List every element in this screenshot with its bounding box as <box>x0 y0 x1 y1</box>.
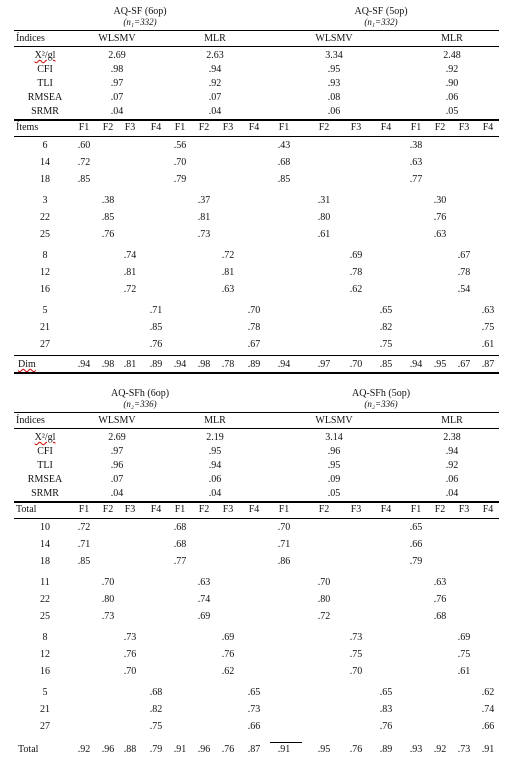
factor-loading: .80 <box>317 594 331 605</box>
factor-loading: .76 <box>149 339 163 350</box>
factor-loading: .67 <box>457 250 471 261</box>
factor-loading: .43 <box>277 140 291 151</box>
table-sample-size: (n₁=332) <box>364 17 398 27</box>
item-number: 25 <box>40 229 50 240</box>
factor-loading: .80 <box>101 594 115 605</box>
factor-loading: .85 <box>77 556 91 567</box>
dim-value: .78 <box>221 359 235 370</box>
dim-value: .98 <box>197 359 211 370</box>
total-value: .96 <box>101 744 115 755</box>
item-number: 21 <box>40 322 50 333</box>
item-number: 27 <box>40 721 50 732</box>
factor-header: F3 <box>458 504 470 515</box>
factor-loading: .72 <box>123 284 137 295</box>
factor-loading: .75 <box>349 649 363 660</box>
total-value: .79 <box>149 744 163 755</box>
factor-loading: .66 <box>409 539 423 550</box>
factor-loading: .73 <box>101 611 115 622</box>
factor-loading: .85 <box>149 322 163 333</box>
factor-loading: .74 <box>481 704 495 715</box>
fit-index-label: RMSEA <box>27 474 63 485</box>
factor-loading: .38 <box>409 140 423 151</box>
factor-loading: .63 <box>409 157 423 168</box>
table-top-rule <box>14 412 499 413</box>
items-header: Total <box>16 504 37 515</box>
method-header: MLR <box>441 415 463 426</box>
dim-value: .94 <box>409 359 423 370</box>
factor-loading: .73 <box>123 632 137 643</box>
factor-loading: .85 <box>101 212 115 223</box>
factor-loading: .62 <box>349 284 363 295</box>
fit-index-value: .04 <box>208 488 222 499</box>
table-top-rule <box>14 30 499 31</box>
dim-value: .81 <box>123 359 137 370</box>
table-title: AQ-SFh (6op) <box>110 388 170 399</box>
factor-loading: .70 <box>123 666 137 677</box>
factor-loading: .56 <box>173 140 187 151</box>
factor-loading: .74 <box>123 250 137 261</box>
factor-loading: .81 <box>221 267 235 278</box>
dim-value: .98 <box>101 359 115 370</box>
fit-index-value: .97 <box>110 446 124 457</box>
fit-index-label: TLI <box>37 78 53 89</box>
factor-loading: .60 <box>77 140 91 151</box>
fit-index-label: RMSEA <box>27 92 63 103</box>
fit-index-value: .96 <box>327 446 341 457</box>
factor-loading: .70 <box>349 666 363 677</box>
factor-header: F3 <box>222 504 234 515</box>
factor-header: F4 <box>150 504 162 515</box>
item-number: 25 <box>40 611 50 622</box>
dim-value: .94 <box>277 359 291 370</box>
dim-value: .89 <box>247 359 261 370</box>
factor-header: F1 <box>410 504 422 515</box>
factor-header: F3 <box>124 122 136 133</box>
fit-index-value: .98 <box>110 64 124 75</box>
item-number: 18 <box>40 174 50 185</box>
fit-index-label: X²/gl <box>34 432 56 443</box>
total-underline <box>270 742 302 743</box>
factor-loading: .72 <box>77 522 91 533</box>
factor-loading: .78 <box>457 267 471 278</box>
factor-loading: .63 <box>197 577 211 588</box>
factor-loading: .74 <box>197 594 211 605</box>
factor-loading: .61 <box>457 666 471 677</box>
factor-header: F1 <box>410 122 422 133</box>
factor-loading: .76 <box>123 649 137 660</box>
indices-header: Índices <box>16 415 45 426</box>
factor-loading: .70 <box>317 577 331 588</box>
table-title: AQ-SFh (5op) <box>351 388 411 399</box>
item-number: 16 <box>40 666 50 677</box>
items-header: Ítems <box>16 122 39 133</box>
dim-value: .87 <box>481 359 495 370</box>
fit-section-rule <box>14 119 499 121</box>
factor-header-rule <box>14 136 499 137</box>
item-number: 5 <box>42 687 48 698</box>
factor-header: F4 <box>482 504 494 515</box>
method-header: WLSMV <box>315 33 353 44</box>
factor-loading: .54 <box>457 284 471 295</box>
factor-loading: .81 <box>123 267 137 278</box>
factor-loading: .62 <box>221 666 235 677</box>
fit-index-value: 2.63 <box>206 50 224 61</box>
factor-header: F2 <box>198 504 210 515</box>
fit-index-value: .92 <box>445 460 459 471</box>
factor-header: F4 <box>380 504 392 515</box>
factor-loading: .79 <box>173 174 187 185</box>
factor-loading: .69 <box>457 632 471 643</box>
factor-loading: .38 <box>101 195 115 206</box>
fit-index-value: .95 <box>208 446 222 457</box>
item-number: 12 <box>40 649 50 660</box>
fit-index-value: 2.38 <box>443 432 461 443</box>
factor-loading: .68 <box>173 522 187 533</box>
factor-loading: .63 <box>481 305 495 316</box>
factor-loading: .76 <box>433 212 447 223</box>
factor-header: F2 <box>102 122 114 133</box>
factor-loading: .79 <box>409 556 423 567</box>
total-value: .93 <box>409 744 423 755</box>
factor-loading: .86 <box>277 556 291 567</box>
factor-loading: .69 <box>349 250 363 261</box>
item-number: 6 <box>42 140 48 151</box>
factor-loading: .68 <box>433 611 447 622</box>
factor-loading: .61 <box>481 339 495 350</box>
factor-loading: .72 <box>221 250 235 261</box>
factor-loading: .73 <box>247 704 261 715</box>
factor-loading: .76 <box>101 229 115 240</box>
dim-value: .95 <box>433 359 447 370</box>
factor-loading: .82 <box>149 704 163 715</box>
fit-index-label: CFI <box>37 64 53 75</box>
fit-index-value: .08 <box>327 92 341 103</box>
table-title: AQ-SF (6op) <box>113 6 167 17</box>
factor-loading: .68 <box>277 157 291 168</box>
factor-loading: .30 <box>433 195 447 206</box>
fit-index-value: .07 <box>110 474 124 485</box>
fit-section-rule <box>14 501 499 503</box>
fit-index-label: CFI <box>37 446 53 457</box>
factor-header-rule <box>14 518 499 519</box>
factor-loading: .82 <box>379 322 393 333</box>
dim-label: Dim <box>18 359 36 370</box>
factor-loading: .70 <box>173 157 187 168</box>
factor-loading: .68 <box>173 539 187 550</box>
total-value: .73 <box>457 744 471 755</box>
indices-header: Índices <box>16 33 45 44</box>
fit-index-value: 2.69 <box>108 432 126 443</box>
method-header: MLR <box>204 33 226 44</box>
factor-loading: .78 <box>349 267 363 278</box>
item-number: 8 <box>42 250 48 261</box>
fit-index-value: .94 <box>208 64 222 75</box>
factor-header: F1 <box>174 504 186 515</box>
total-value: .91 <box>481 744 495 755</box>
factor-header: F3 <box>350 504 362 515</box>
factor-loading: .37 <box>197 195 211 206</box>
factor-header: F1 <box>278 504 290 515</box>
factor-header: F1 <box>78 504 90 515</box>
factor-loading: .80 <box>317 212 331 223</box>
fit-index-value: 3.34 <box>325 50 343 61</box>
total-value: .88 <box>123 744 137 755</box>
table-sample-size: (n₂=336) <box>364 399 398 409</box>
fit-index-value: .94 <box>445 446 459 457</box>
fit-index-value: .92 <box>445 64 459 75</box>
table1-bottom-rule <box>14 355 499 356</box>
fit-index-value: .09 <box>327 474 341 485</box>
fit-index-label: TLI <box>37 460 53 471</box>
fit-index-value: .92 <box>208 78 222 89</box>
dim-value: .70 <box>349 359 363 370</box>
method-header: WLSMV <box>315 415 353 426</box>
factor-loading: .85 <box>277 174 291 185</box>
dim-value: .67 <box>457 359 471 370</box>
factor-loading: .62 <box>481 687 495 698</box>
method-header: WLSMV <box>98 415 136 426</box>
item-number: 14 <box>40 539 50 550</box>
dim-value: .97 <box>317 359 331 370</box>
total-label: Total <box>18 744 39 755</box>
factor-header: F4 <box>380 122 392 133</box>
item-number: 10 <box>40 522 50 533</box>
factor-loading: .69 <box>197 611 211 622</box>
total-value: .91 <box>173 744 187 755</box>
factor-loading: .70 <box>247 305 261 316</box>
factor-loading: .65 <box>247 687 261 698</box>
fit-index-value: .06 <box>327 106 341 117</box>
factor-loading: .70 <box>277 522 291 533</box>
factor-loading: .73 <box>349 632 363 643</box>
factor-header: F2 <box>102 504 114 515</box>
dim-value: .89 <box>149 359 163 370</box>
fit-index-value: .06 <box>208 474 222 485</box>
total-value: .92 <box>433 744 447 755</box>
fit-index-value: .94 <box>208 460 222 471</box>
fit-index-value: .05 <box>327 488 341 499</box>
factor-loading: .77 <box>409 174 423 185</box>
factor-loading: .76 <box>379 721 393 732</box>
factor-header: F3 <box>350 122 362 133</box>
factor-loading: .75 <box>481 322 495 333</box>
fit-index-value: 2.48 <box>443 50 461 61</box>
item-number: 5 <box>42 305 48 316</box>
fit-index-value: .97 <box>110 78 124 89</box>
factor-header: F2 <box>434 504 446 515</box>
method-header: WLSMV <box>98 33 136 44</box>
factor-header: F2 <box>434 122 446 133</box>
factor-header: F1 <box>174 122 186 133</box>
fit-index-label: SRMR <box>31 488 59 499</box>
factor-loading: .81 <box>197 212 211 223</box>
fit-index-value: 2.69 <box>108 50 126 61</box>
factor-loading: .85 <box>77 174 91 185</box>
factor-loading: .65 <box>379 687 393 698</box>
factor-loading: .73 <box>197 229 211 240</box>
fit-index-value: .95 <box>327 460 341 471</box>
item-number: 11 <box>40 577 50 588</box>
method-header: MLR <box>441 33 463 44</box>
table-title: AQ-SF (5op) <box>354 6 408 17</box>
dim-value: .94 <box>77 359 91 370</box>
factor-loading: .66 <box>247 721 261 732</box>
total-value: .95 <box>317 744 331 755</box>
fit-index-label: X²/gl <box>34 50 56 61</box>
total-value: .87 <box>247 744 261 755</box>
item-number: 12 <box>40 267 50 278</box>
fit-index-value: .06 <box>445 474 459 485</box>
table-sample-size: (n₁=332) <box>123 17 157 27</box>
item-number: 3 <box>42 195 48 206</box>
factor-header: F2 <box>198 122 210 133</box>
factor-loading: .66 <box>481 721 495 732</box>
factor-loading: .70 <box>101 577 115 588</box>
factor-header: F1 <box>78 122 90 133</box>
factor-header: F2 <box>318 122 330 133</box>
fit-index-value: .07 <box>208 92 222 103</box>
item-number: 18 <box>40 556 50 567</box>
fit-index-value: .95 <box>327 64 341 75</box>
factor-loading: .63 <box>221 284 235 295</box>
factor-loading: .71 <box>77 539 91 550</box>
table-sample-size: (n₂=336) <box>123 399 157 409</box>
fit-index-value: .07 <box>110 92 124 103</box>
factor-header: F3 <box>222 122 234 133</box>
item-number: 22 <box>40 212 50 223</box>
factor-header: F4 <box>150 122 162 133</box>
factor-loading: .65 <box>409 522 423 533</box>
total-value: .96 <box>197 744 211 755</box>
factor-header: F3 <box>124 504 136 515</box>
total-value: .76 <box>221 744 235 755</box>
factor-loading: .72 <box>77 157 91 168</box>
factor-loading: .69 <box>221 632 235 643</box>
fit-index-value: .05 <box>445 106 459 117</box>
factor-loading: .78 <box>247 322 261 333</box>
item-number: 21 <box>40 704 50 715</box>
factor-loading: .71 <box>277 539 291 550</box>
fit-index-value: .04 <box>208 106 222 117</box>
factor-loading: .77 <box>173 556 187 567</box>
factor-loading: .76 <box>433 594 447 605</box>
factor-header: F1 <box>278 122 290 133</box>
total-value: .76 <box>349 744 363 755</box>
item-number: 16 <box>40 284 50 295</box>
factor-loading: .76 <box>221 649 235 660</box>
fit-index-value: .06 <box>445 92 459 103</box>
factor-loading: .72 <box>317 611 331 622</box>
factor-header: F4 <box>248 122 260 133</box>
total-value: .89 <box>379 744 393 755</box>
fit-index-value: .04 <box>110 106 124 117</box>
method-header: MLR <box>204 415 226 426</box>
fit-index-label: SRMR <box>31 106 59 117</box>
factor-loading: .67 <box>247 339 261 350</box>
table1-end-rule <box>14 372 499 374</box>
item-number: 27 <box>40 339 50 350</box>
item-number: 14 <box>40 157 50 168</box>
factor-header: F4 <box>248 504 260 515</box>
dim-value: .94 <box>173 359 187 370</box>
total-value: .91 <box>277 744 291 755</box>
factor-loading: .63 <box>433 577 447 588</box>
fit-index-value: .93 <box>327 78 341 89</box>
factor-loading: .75 <box>149 721 163 732</box>
dim-value: .85 <box>379 359 393 370</box>
fit-index-value: 2.19 <box>206 432 224 443</box>
factor-loading: .65 <box>379 305 393 316</box>
fit-index-value: .96 <box>110 460 124 471</box>
factor-loading: .68 <box>149 687 163 698</box>
factor-header: F3 <box>458 122 470 133</box>
factor-loading: .75 <box>379 339 393 350</box>
factor-loading: .71 <box>149 305 163 316</box>
factor-header: F4 <box>482 122 494 133</box>
fit-index-value: .04 <box>110 488 124 499</box>
factor-header: F2 <box>318 504 330 515</box>
factor-loading: .75 <box>457 649 471 660</box>
item-number: 22 <box>40 594 50 605</box>
header-rule <box>14 428 499 429</box>
factor-loading: .63 <box>433 229 447 240</box>
factor-loading: .61 <box>317 229 331 240</box>
fit-index-value: .04 <box>445 488 459 499</box>
fit-index-value: .90 <box>445 78 459 89</box>
fit-index-value: 3.14 <box>325 432 343 443</box>
item-number: 8 <box>42 632 48 643</box>
total-value: .92 <box>77 744 91 755</box>
factor-loading: .31 <box>317 195 331 206</box>
factor-loading: .83 <box>379 704 393 715</box>
header-rule <box>14 46 499 47</box>
